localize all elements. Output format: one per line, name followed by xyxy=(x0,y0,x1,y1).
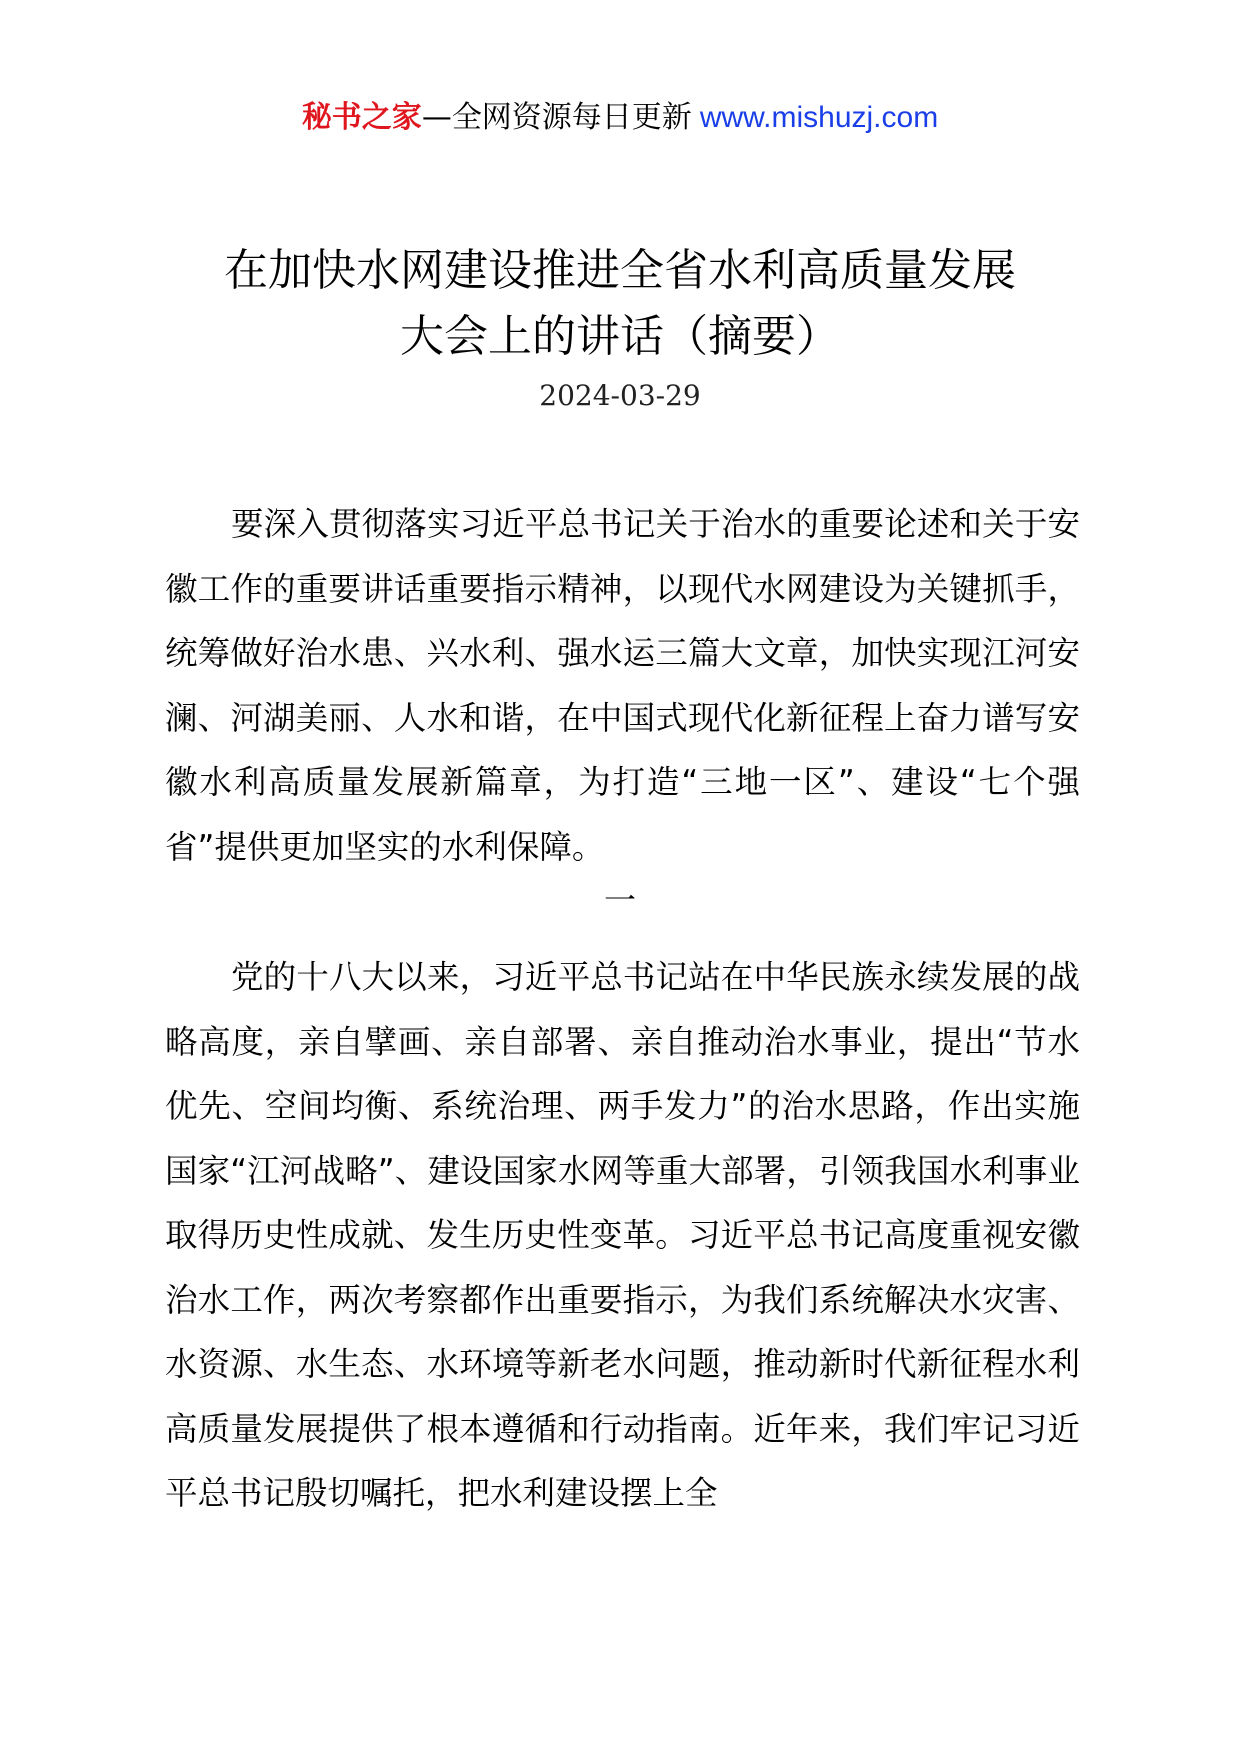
site-brand: 秘书之家 xyxy=(301,100,422,135)
title-line-1: 在加快水网建设推进全省水利高质量发展 xyxy=(224,245,1016,296)
document-date: 2024-03-29 xyxy=(539,379,701,412)
document-title xyxy=(0,238,1240,370)
site-tagline: —全网资源每日更新 xyxy=(421,100,692,135)
title-line-2: 大会上的讲话（摘要） xyxy=(400,311,840,362)
body-paragraph-2: 党的十八大以来，习近平总书记站在中华民族永续发展的战略高度，亲自擘画、亲自部署、亲自推动治水事业，提出“节水优先、空间均衡、系统治理、两手发力”的治水思路，作出实施国家“江河战略”、建设国家水网等重大部署，引领我国水利事业取得历史性成就、发生历史性变革。习近平总书记高度重视安徽治水工作，两次考察都作出重要指示，为我们系统解决水灾害、水资源、水生态、水环境等新老水问题，推动新时代新征程水利高质量发展提供了根本遵循和行动指南。近年来，我们牢记习近平总书记殷切嘱托，把水利建设摆上全 xyxy=(165,958,1080,1512)
site-header xyxy=(0,98,1240,138)
body-paragraph-1: 要深入贯彻落实习近平总书记关于治水的重要论述和关于安徽工作的重要讲话重要指示精神，以现代水网建设为关键抓手，统筹做好治水患、兴水利、强水运三篇大文章，加快实现江河安澜、河湖美丽、人水和谐，在中国式现代化新征程上奋力谱写安徽水利高质量发展新篇章，为打造“三地一区”、建设“七个强省”提供更加坚实的水利保障。 xyxy=(165,505,1080,866)
site-url-link[interactable]: www.mishuzj.com xyxy=(699,101,939,134)
section-number: 一 xyxy=(603,881,636,919)
